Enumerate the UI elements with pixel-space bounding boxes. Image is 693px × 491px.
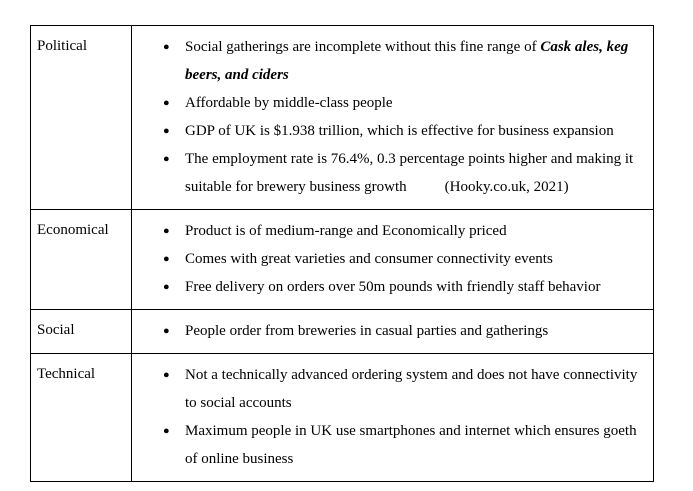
- point-text: Not a technically advanced ordering system and does not have connectivity to social accounts: [185, 367, 638, 411]
- bullet-icon: ●: [163, 97, 170, 109]
- points-cell-technical: [132, 354, 654, 482]
- point-text: GDP of UK is $1.938 trillion, which is effective for business expansion: [185, 123, 614, 139]
- point-text: Comes with great varieties and consumer connectivity events: [185, 251, 553, 267]
- bullet-icon: ●: [163, 425, 170, 437]
- bullet-list-social: [132, 317, 653, 345]
- bullet-icon: ●: [163, 325, 170, 337]
- bullet-icon: ●: [163, 125, 170, 137]
- list-item: [132, 317, 653, 345]
- table-row-political: [31, 26, 654, 210]
- list-item: [132, 245, 653, 273]
- points-cell-political: [132, 26, 654, 210]
- factor-cell-economical: Economical: [31, 210, 132, 310]
- list-item: [132, 417, 653, 473]
- bullet-list-economical: [132, 217, 653, 301]
- point-text: Social gatherings are incomplete without this fine range of: [185, 39, 541, 55]
- bullet-icon: ●: [163, 369, 170, 381]
- table-row-economical: [31, 210, 654, 310]
- list-item: [132, 89, 653, 117]
- point-text: Affordable by middle-class people: [185, 95, 393, 111]
- table-row-social: [31, 310, 654, 354]
- bullet-list-political: [132, 33, 653, 201]
- bullet-icon: ●: [163, 41, 170, 53]
- factor-cell-political: Political: [31, 26, 132, 210]
- citation: (Hooky.co.uk, 2021): [444, 179, 569, 195]
- list-item: [132, 217, 653, 245]
- factor-cell-social: Social: [31, 310, 132, 354]
- point-text: The employment rate is 76.4%, 0.3 percentage points higher and making it suitable for brewery business growth: [185, 151, 634, 195]
- factor-cell-technical: Technical: [31, 354, 132, 482]
- table-row-technical: [31, 354, 654, 482]
- list-item: [132, 361, 653, 417]
- bullet-icon: ●: [163, 253, 170, 265]
- points-cell-social: [132, 310, 654, 354]
- list-item: [132, 145, 653, 201]
- pest-analysis-table: [30, 25, 654, 482]
- bullet-icon: ●: [163, 153, 170, 165]
- point-text: Product is of medium-range and Economically priced: [185, 223, 507, 239]
- point-text: People order from breweries in casual parties and gatherings: [185, 323, 549, 339]
- list-item: [132, 33, 653, 89]
- point-text: Maximum people in UK use smartphones and internet which ensures goeth of online business: [185, 423, 637, 467]
- point-text: Free delivery on orders over 50m pounds with friendly staff behavior: [185, 279, 601, 295]
- bullet-icon: ●: [163, 281, 170, 293]
- bullet-icon: ●: [163, 225, 170, 237]
- point-emphasis: Cask ales, keg beers, and ciders: [185, 39, 629, 83]
- list-item: [132, 273, 653, 301]
- bullet-list-technical: [132, 361, 653, 473]
- points-cell-economical: [132, 210, 654, 310]
- list-item: [132, 117, 653, 145]
